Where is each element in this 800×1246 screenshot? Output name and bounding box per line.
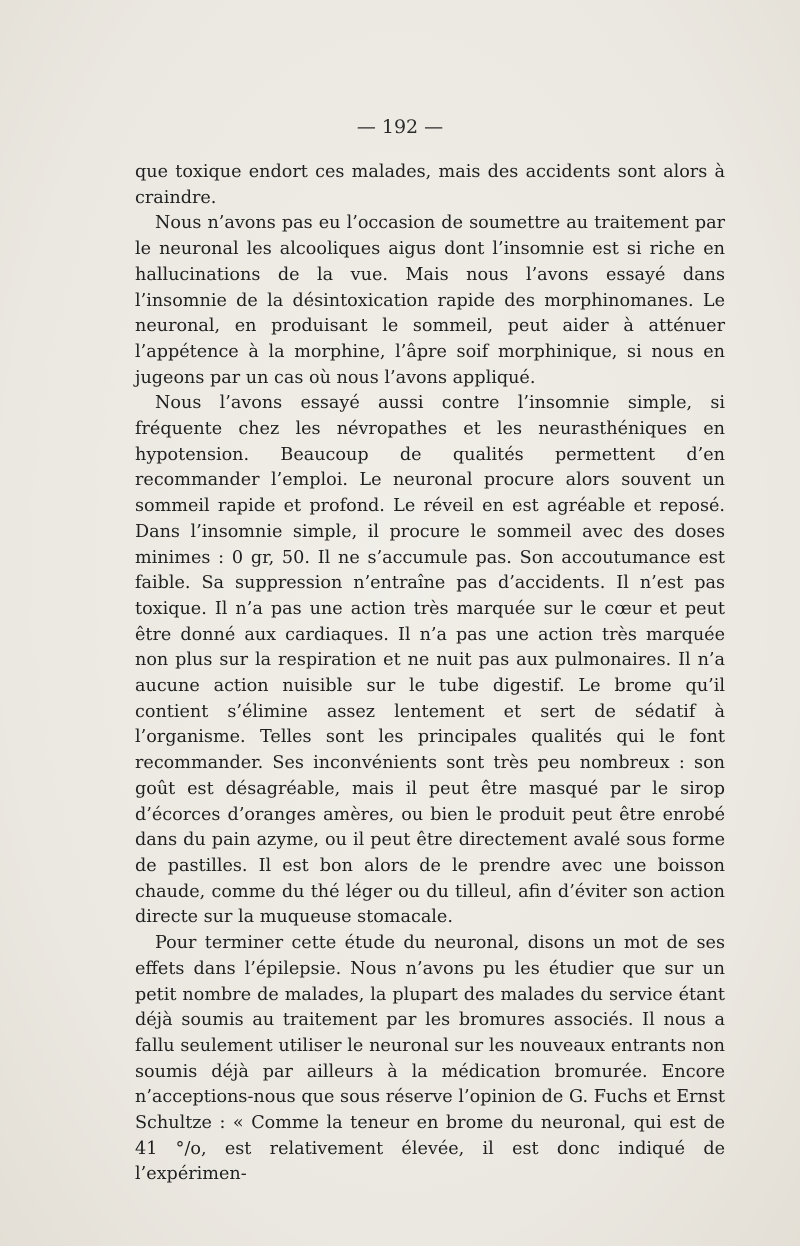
paragraph-3: Nous l’avons essayé aussi contre l’insomnie simple, si fréquente chez les névropathes et les neurasthéniques en hypotension. Beaucoup de qualités permettent d’en recommander l’emploi. Le neuronal procure alors souvent un sommeil rapide et profond. Le réveil en est agréable et reposé. Dans l’insomnie simple, il procure le sommeil avec des doses minimes : 0 gr, 50. Il ne s’accumule pas. Son accoutumance est faible. Sa suppression n’entraîne pas d’accidents. Il n’est pas toxique. Il n’a pas une action très marquée sur le cœur et peut être donné aux cardiaques. Il n’a pas une action très marquée non plus sur la respiration et ne nuit pas aux pulmonaires. Il n’a aucune action nuisible sur le tube digestif. Le brome qu’il contient s’élimine assez lentement et sert de sédatif à l’organisme. Telles sont les principales qualités qui le font recommander. Ses inconvénients sont très peu nombreux : son goût est désagréable, mais il peut être masqué par le sirop d’écorces d’oranges amères, ou bien le produit peut être enrobé dans du pain azyme, ou il peut être directement avalé sous forme de pastilles. Il est bon alors de le prendre avec une boisson chaude, comme du thé léger ou du tilleul, afin d’éviter son action directe sur la muqueuse stomacale. — [135, 393, 725, 928]
paragraph-1: que toxique endort ces malades, mais des accidents sont alors à craindre. — [135, 162, 725, 208]
paragraph-2: Nous n’avons pas eu l’occasion de soumettre au traitement par le neuronal les alcooliques aigus dont l’insomnie est si riche en hallucinations de la vue. Mais nous l’avons essayé dans l’insomnie de la désintoxication rapide des morphinomanes. Le neuronal, en produisant le sommeil, peut aider à atténuer l’appétence à la morphine, l’âpre soif morphinique, si nous en jugeons par un cas où nous l’avons appliqué. — [135, 213, 725, 388]
body-text — [135, 160, 725, 1188]
page-number: — 192 — — [356, 116, 444, 138]
paragraph-4: Pour terminer cette étude du neuronal, disons un mot de ses effets dans l’épilepsie. Nous n’avons pu les étudier que sur un petit nombre de malades, la plupart des malades du service étant déjà soumis au traitement par les bromures associés. Il nous a fallu seulement utiliser le neuronal sur les nouveaux entrants non soumis déjà par ailleurs à la médication bromurée. Encore n’acceptions-nous que sous réserve l’opinion de G. Fuchs et Ernst Schultze : « Comme la teneur en brome du neuronal, qui est de 41 °/o, est relativement élevée, il est donc indiqué de l’expérimen- — [135, 933, 725, 1185]
